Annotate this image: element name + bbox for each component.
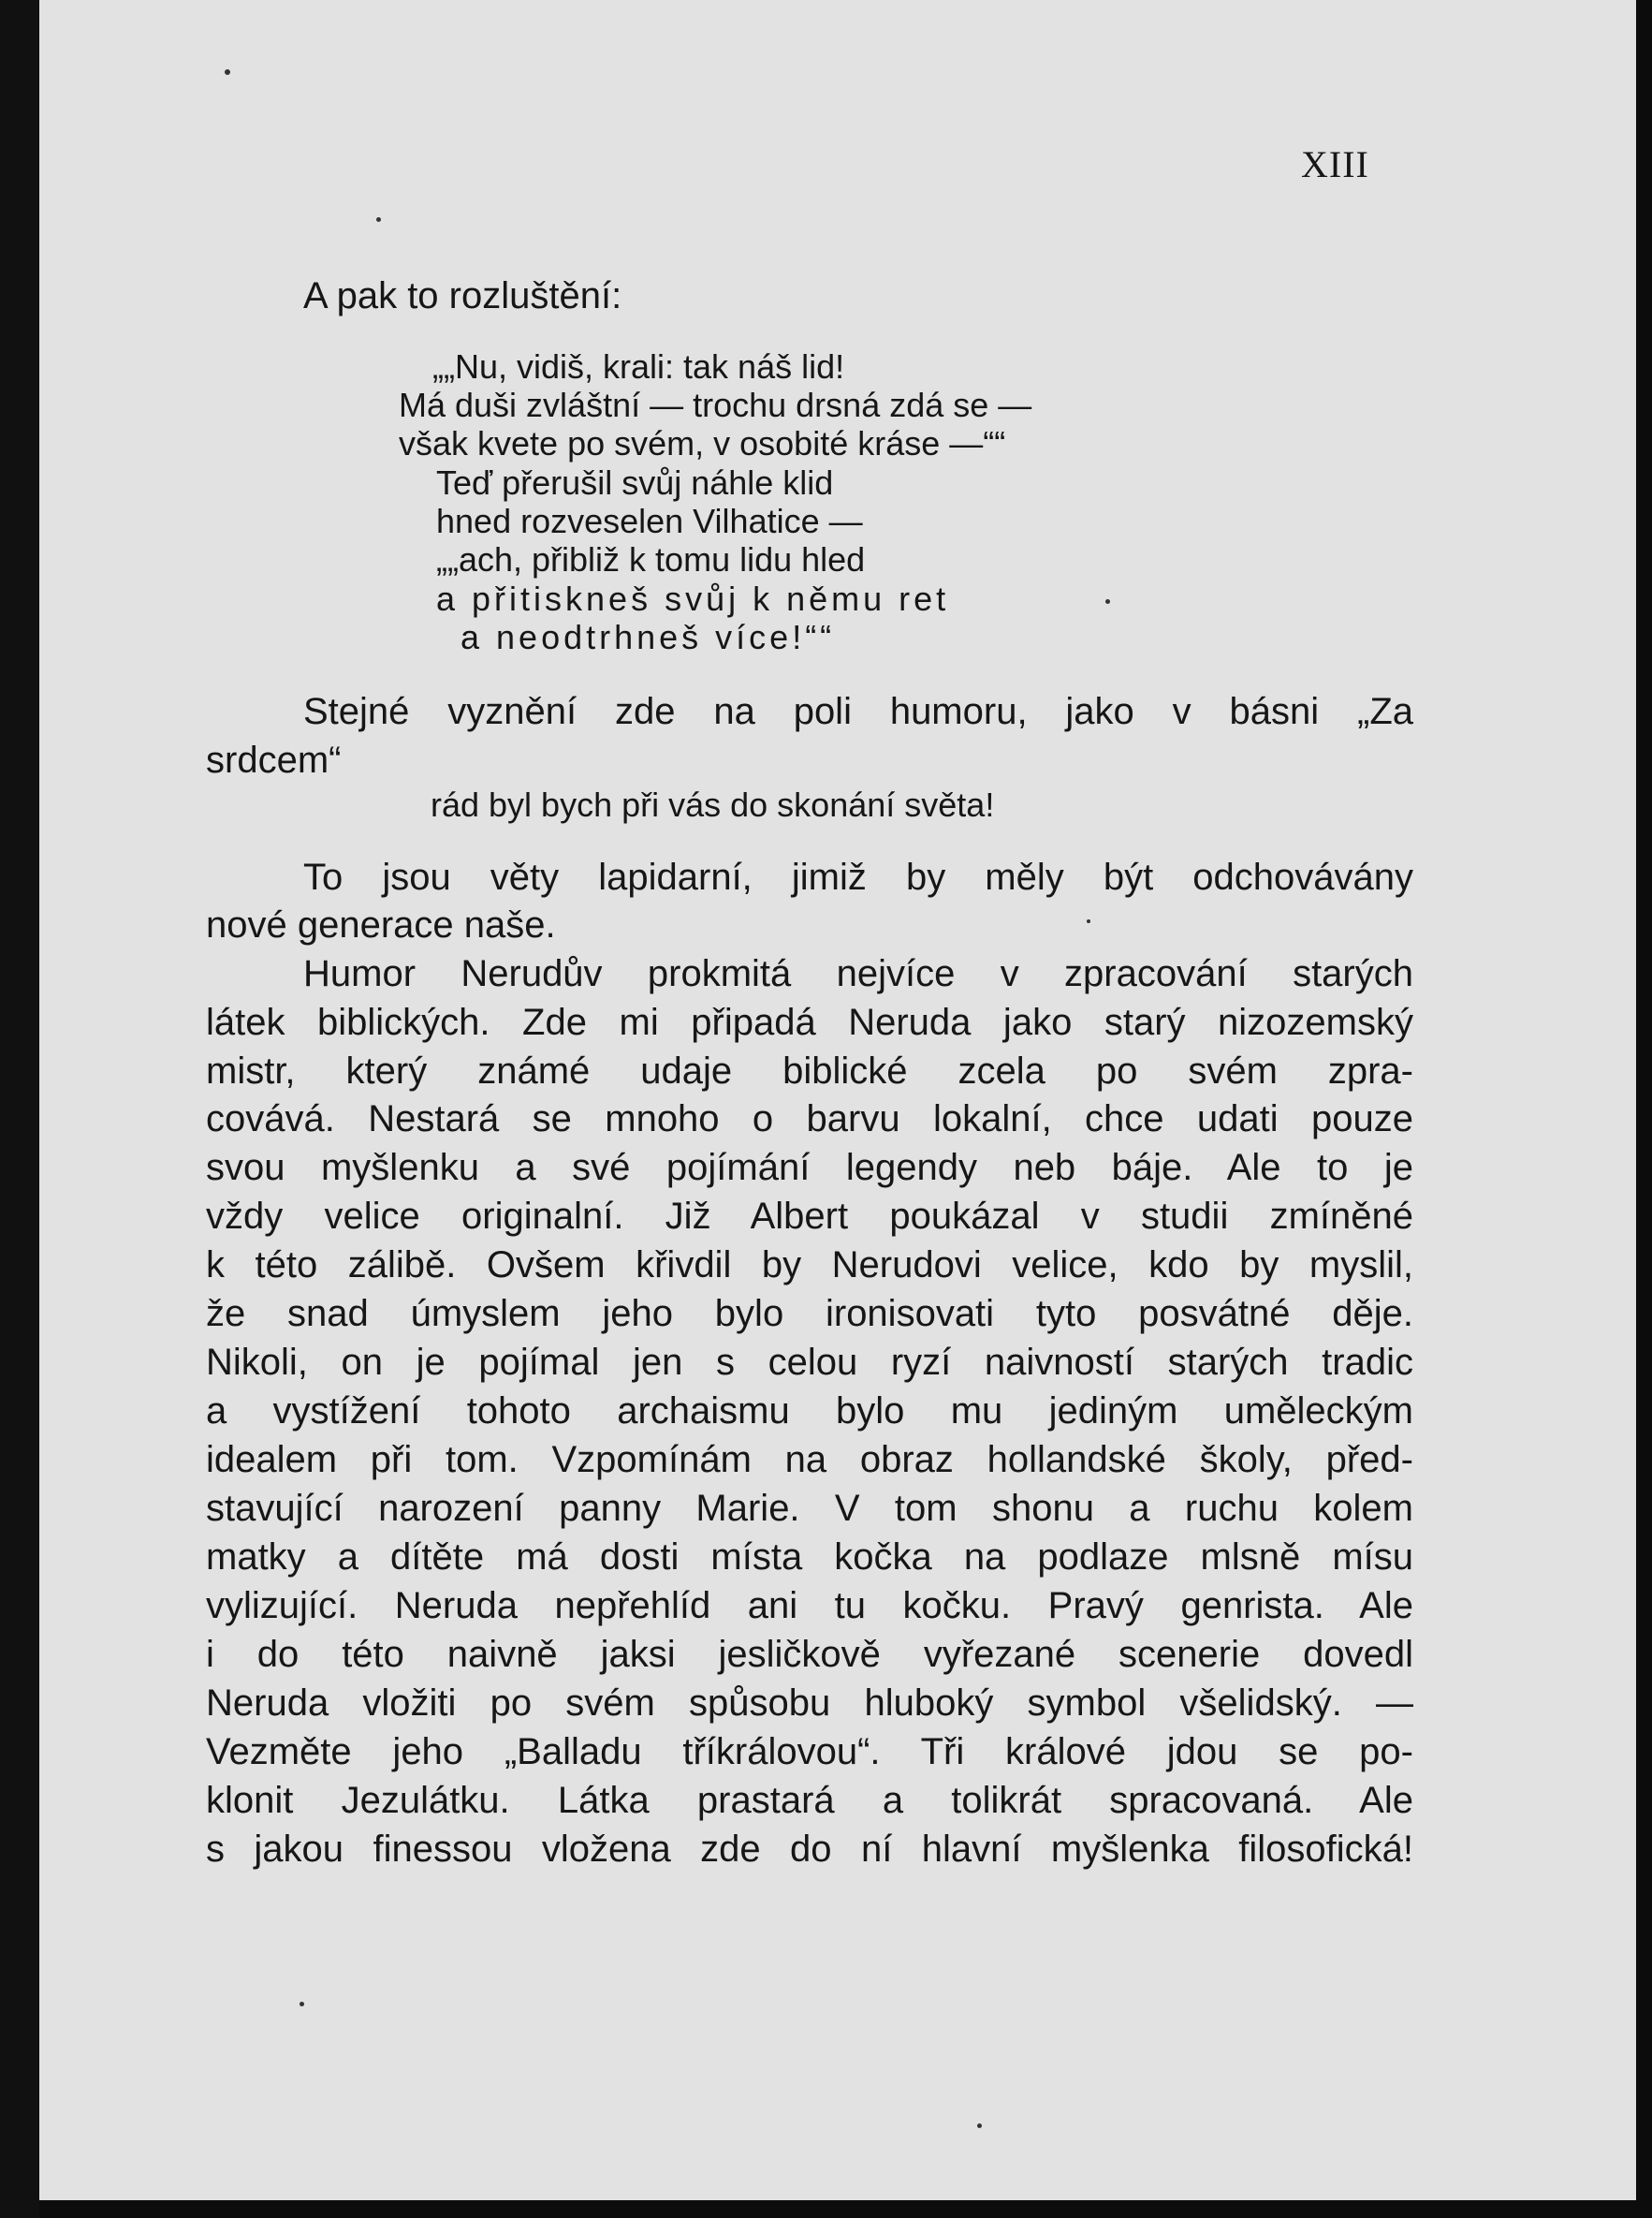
poem-line: „„Nu, vidiš, krali: tak náš lid!	[432, 347, 845, 386]
paragraph-line: srdcem“	[206, 740, 342, 781]
paragraph-line: s jakou finessou vložena zde do ní hlavní myšlenka filosofická!	[206, 1829, 1413, 1870]
paragraph-line: svou myšlenku a své pojímání legendy neb báje. Ale to je	[206, 1147, 1413, 1188]
poem-line: a neodtrhneš více!““	[461, 618, 836, 656]
paragraph-line: To jsou věty lapidarní, jimiž by měly být odchovávány	[303, 857, 1413, 898]
speck-mark	[1087, 919, 1090, 923]
poem-line: však kvete po svém, v osobité kráse —““	[399, 424, 1006, 463]
paragraph-line: Vezměte jeho „Balladu tříkrálovou“. Tři králové jdou se po-	[206, 1731, 1413, 1772]
page-number: XIII	[1301, 143, 1369, 185]
paragraph-line: Stejné vyznění zde na poli humoru, jako v básni „Za	[303, 691, 1413, 732]
paragraph-line: vždy velice originalní. Již Albert poukázal v studii zmíněné	[206, 1196, 1413, 1237]
book-page	[39, 0, 1636, 2200]
poem-line: Má duši zvláštní — trochu drsná zdá se —	[399, 386, 1032, 424]
paragraph-line: covává. Nestará se mnoho o barvu lokalní, chce udati pouze	[206, 1098, 1413, 1139]
paragraph-line: mistr, který známé udaje biblické zcela po svém zpra-	[206, 1050, 1413, 1092]
poem-line: Teď přerušil svůj náhle klid	[436, 463, 834, 502]
paragraph-line: idealem při tom. Vzpomínám na obraz hollandské školy, před-	[206, 1439, 1413, 1480]
quote-line: rád byl bych při vás do skonání světa!	[431, 786, 995, 824]
speck-mark	[977, 2123, 982, 2128]
paragraph-line: látek biblických. Zde mi připadá Neruda jako starý nizozemský	[206, 1002, 1413, 1043]
speck-mark	[300, 2002, 304, 2006]
paragraph-line: stavující narození panny Marie. V tom shonu a ruchu kolem	[206, 1488, 1413, 1529]
poem-line: hned rozveselen Vilhatice —	[436, 502, 863, 540]
intro-line: A pak to rozluštění:	[303, 275, 622, 316]
page-edge	[0, 0, 39, 2218]
speck-mark	[225, 69, 230, 75]
poem-line: „„ach, přibliž k tomu lidu hled	[436, 540, 866, 579]
paragraph-line: že snad úmyslem jeho bylo ironisovati tyto posvátné děje.	[206, 1293, 1413, 1334]
paragraph-line: Neruda vložiti po svém spůsobu hluboký symbol všelidský. —	[206, 1682, 1413, 1724]
paragraph-line: nové generace naše.	[206, 904, 556, 946]
paragraph-line: vylizující. Neruda nepřehlíd ani tu kočku. Pravý genrista. Ale	[206, 1585, 1413, 1626]
paragraph-line: Humor Nerudův prokmitá nejvíce v zpracování starých	[303, 953, 1413, 994]
speck-mark	[1105, 599, 1110, 604]
paragraph-line: Nikoli, on je pojímal jen s celou ryzí naivností starých tradic	[206, 1342, 1413, 1383]
paragraph-line: k této zálibě. Ovšem křivdil by Nerudovi velice, kdo by myslil,	[206, 1244, 1413, 1285]
poem-line: a přitiskneš svůj k němu ret	[436, 580, 950, 618]
paragraph-line: i do této naivně jaksi jesličkově vyřezané scenerie dovedl	[206, 1634, 1413, 1675]
speck-mark	[376, 217, 381, 222]
paragraph-line: klonit Jezulátku. Látka prastará a tolikrát spracovaná. Ale	[206, 1780, 1413, 1821]
paragraph-line: a vystížení tohoto archaismu bylo mu jediným uměleckým	[206, 1390, 1413, 1432]
paragraph-line: matky a dítěte má dosti místa kočka na podlaze mlsně mísu	[206, 1536, 1413, 1578]
